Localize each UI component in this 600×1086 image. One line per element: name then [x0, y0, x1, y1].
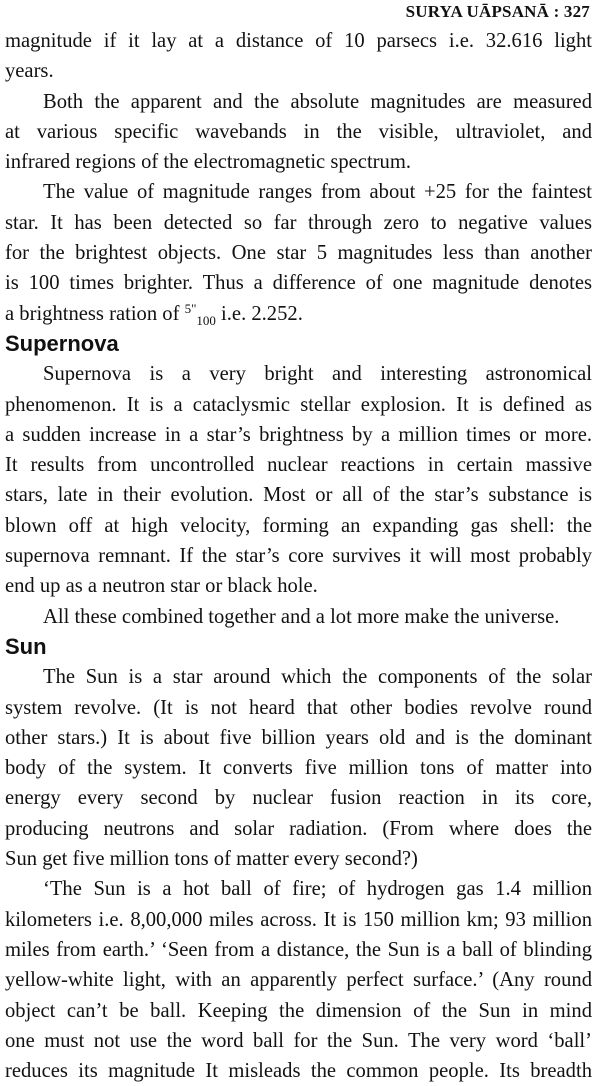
text-line: years. — [5, 60, 54, 83]
text-line: energy every second by nuclear fusion reaction in its core, — [5, 787, 592, 810]
running-head: SURYA UĀPSANĀ : 327 — [405, 2, 590, 21]
text-line: ‘The Sun is a hot ball of fire; of hydrogen gas 1.4 million — [43, 878, 592, 901]
text-line: It results from uncontrolled nuclear reactions in certain massive — [5, 454, 592, 477]
text-line: miles from earth.’ ‘Seen from a distance, the Sun is a ball of blinding — [5, 938, 592, 961]
text-line: object can’t be ball. Keeping the dimension of the Sun in mind — [5, 999, 592, 1022]
text-line: magnitude if it lay at a distance of 10 parsecs i.e. 32.616 light — [5, 30, 592, 52]
text-line: blown off at high velocity, forming an expanding gas shell: the — [5, 514, 592, 537]
text-line: All these combined together and a lot more make the universe. — [43, 605, 560, 628]
section-heading-supernova: Supernova — [5, 330, 119, 356]
text-line: is 100 times brighter. Thus a difference of one magnitude denotes — [5, 272, 592, 295]
formula-superscript: 5" — [184, 300, 197, 316]
text-line: supernova remnant. If the star’s core survives it will most probably — [5, 545, 592, 568]
text-line: yellow-white light, with an apparently perfect surface.’ (Any round — [5, 969, 592, 992]
text-line: kilometers i.e. 8,00,000 miles across. It is 150 million km; 93 million — [5, 908, 592, 931]
text-line: infrared regions of the electromagnetic spectrum. — [5, 151, 411, 174]
text-line: phenomenon. It is a cataclysmic stellar explosion. It is defined as — [5, 393, 592, 416]
text-line: stars, late in their evolution. Most or all of the star’s substance is — [5, 484, 592, 507]
text-line: reduces its magnitude It misleads the common people. Its breadth — [5, 1060, 592, 1083]
text-line: Sun get five million tons of matter every second?) — [5, 848, 418, 871]
text-line: star. It has been detected so far through zero to negative values — [5, 211, 592, 234]
formula-text-before: a brightness ration of — [5, 302, 185, 325]
text-line: for the brightest objects. One star 5 magnitudes less than another — [5, 242, 592, 265]
body-text — [5, 26, 592, 1086]
section-heading-sun: Sun — [5, 633, 47, 659]
text-line: body of the system. It converts five million tons of matter into — [5, 757, 592, 780]
text-line: one must not use the word ball for the Sun. The very word ‘ball’ — [5, 1029, 592, 1052]
formula-subscript: 100 — [196, 312, 216, 328]
text-line-formula — [5, 299, 592, 329]
text-line: producing neutrons and solar radiation. (From where does the — [5, 817, 592, 840]
text-line: Both the apparent and the absolute magnitudes are measured — [43, 90, 592, 113]
formula-text-after: i.e. 2.252. — [215, 302, 303, 325]
text-line: at various specific wavebands in the visible, ultraviolet, and — [5, 120, 592, 143]
text-line: The Sun is a star around which the components of the solar — [43, 666, 592, 689]
text-line: Supernova is a very bright and interesting astronomical — [43, 363, 592, 386]
text-line: The value of magnitude ranges from about +25 for the faintest — [43, 181, 592, 204]
text-line: a sudden increase in a star’s brightness by a million times or more. — [5, 423, 592, 446]
text-line: other stars.) It is about five billion years old and is the dominant — [5, 726, 592, 749]
text-line: system revolve. (It is not heard that other bodies revolve round — [5, 696, 592, 719]
text-line: end up as a neutron star or black hole. — [5, 575, 318, 598]
